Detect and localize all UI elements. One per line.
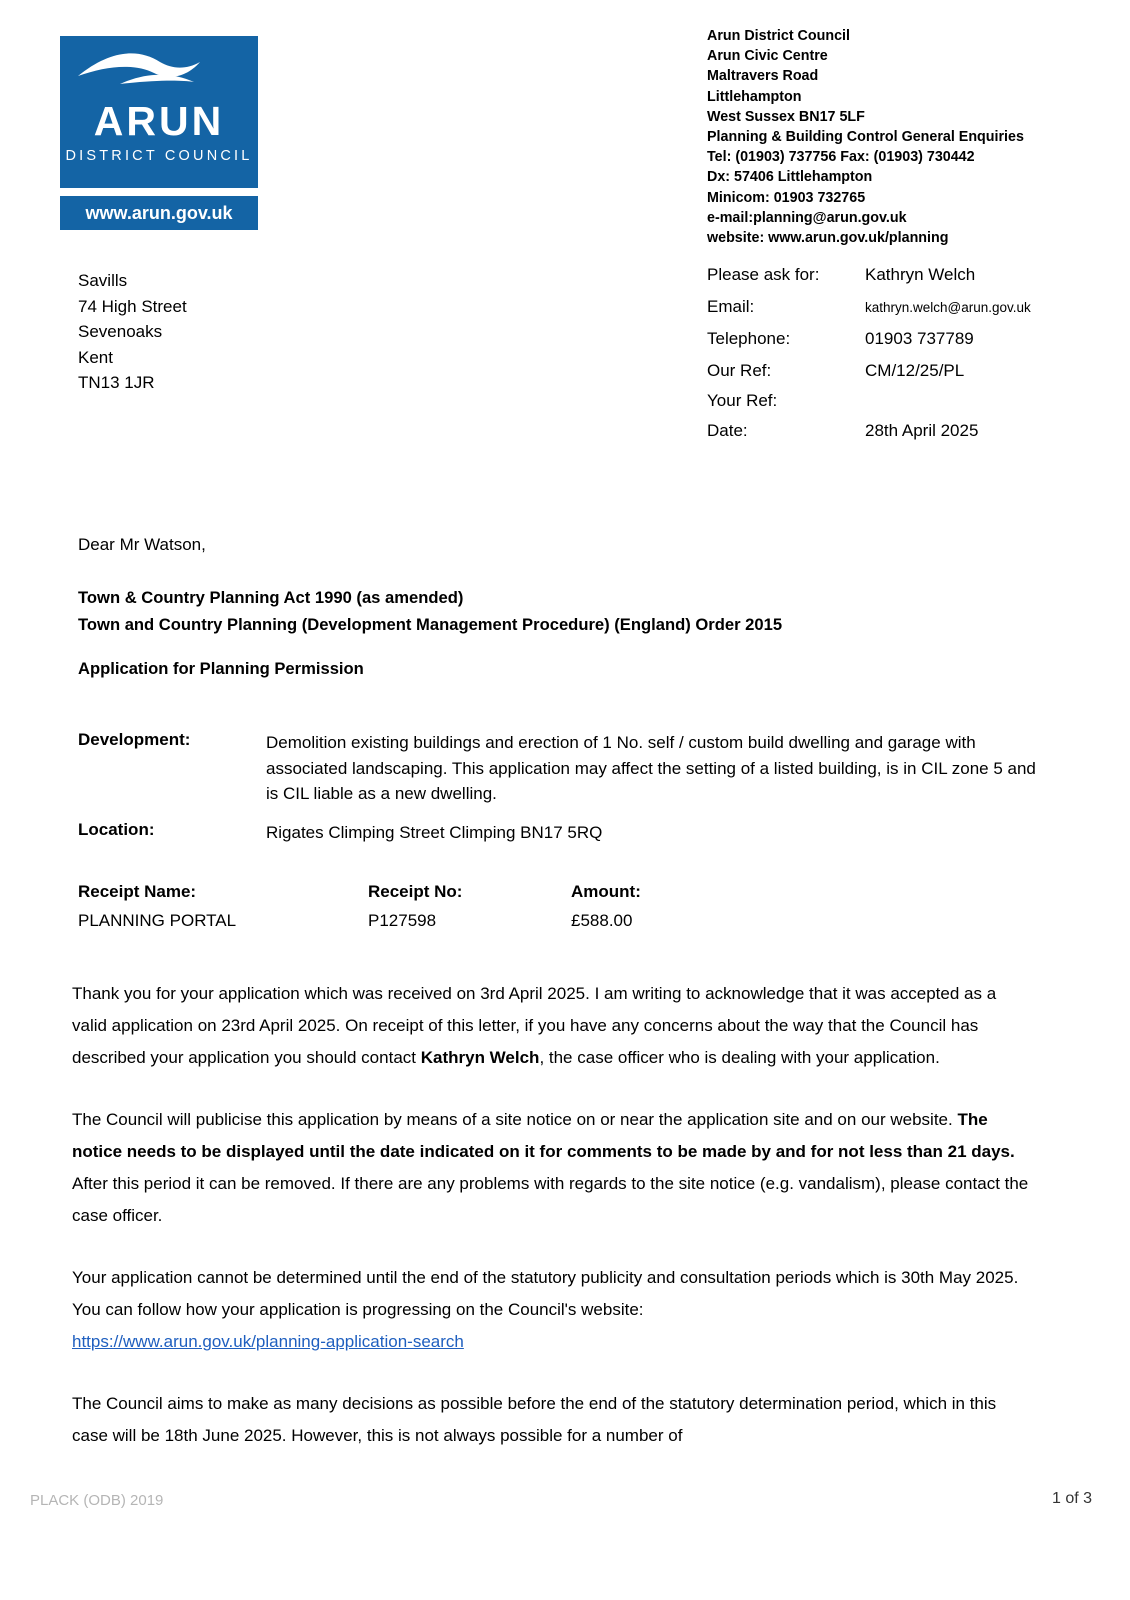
site-notice-emphasis: The notice needs to be displayed until the date indicated on it for comments to be made by and for not less than 21 days. [72, 1110, 1015, 1161]
page-number: 1 of 3 [1051, 1490, 1092, 1507]
contact-row-ask-for [707, 265, 1107, 285]
act-line-2: Town and Country Planning (Development Management Procedure) (England) Order 2015 [78, 615, 783, 634]
email-label: Email: [707, 297, 755, 316]
logo-panel [60, 36, 258, 188]
paragraph-text: After this period it can be removed. If there are any problems with regards to the site notice (e.g. vandalism), please contact the case officer. [72, 1174, 1029, 1225]
logo-wordmark: ARUN [93, 98, 225, 144]
paragraph-text: Your application cannot be determined until the end of the statutory publicity and consultation periods which is 30th May 2025. You can follow how your application is progressing on the Council's website: [72, 1268, 1019, 1319]
receipt-name-header: Receipt Name: [78, 882, 197, 901]
seagull-icon [60, 36, 258, 98]
our-ref-value: CM/12/25/PL [865, 361, 965, 380]
development-details [78, 730, 1038, 845]
salutation: Dear Mr Watson, [78, 535, 206, 554]
contact-row-date [707, 421, 1107, 441]
council-address-line: website: www.arun.gov.uk/planning [707, 230, 949, 247]
contact-row-your-ref [707, 391, 1107, 411]
receipt-header-row [78, 882, 778, 902]
council-address-line: West Sussex BN17 5LF [707, 108, 865, 125]
contact-row-telephone [707, 329, 1107, 349]
development-row [78, 730, 1038, 807]
contact-row-our-ref [707, 361, 1107, 381]
your-ref-label: Your Ref: [707, 391, 778, 410]
development-value: Demolition existing buildings and erection of 1 No. self / custom build dwelling and garage with associated landscaping. This application may affect the setting of a listed building, is in CIL zone 5 and is CIL liable as a new dwelling. [266, 733, 1036, 803]
paragraph-site-notice [72, 1104, 1032, 1232]
our-ref-label: Our Ref: [707, 361, 772, 380]
contact-details [707, 265, 1107, 451]
receipt-name-value: PLANNING PORTAL [78, 911, 237, 930]
recipient-line: TN13 1JR [78, 373, 155, 392]
paragraph-text: Thank you for your application which was received on 3rd April 2025. I am writing to acknowledge that it was accepted as a valid application on 23rd April 2025. On receipt of this letter, if you have any concerns about the way that the Council has described your application you should contact [72, 984, 997, 1067]
application-heading: Application for Planning Permission [78, 659, 364, 678]
recipient-address-block [78, 268, 187, 396]
paragraph-consultation [72, 1262, 1032, 1358]
letter-body [72, 978, 1032, 1482]
location-row [78, 820, 1038, 846]
council-address-line: Planning & Building Control General Enquiries [707, 129, 1024, 146]
act-line-1: Town & Country Planning Act 1990 (as amended) [78, 588, 464, 607]
recipient-line: Sevenoaks [78, 322, 163, 341]
date-label: Date: [707, 421, 748, 440]
council-address-line: Maltravers Road [707, 68, 819, 85]
recipient-line: 74 High Street [78, 296, 187, 316]
council-address-line: e-mail:planning@arun.gov.uk [707, 209, 907, 226]
council-address-block [707, 26, 1024, 248]
ask-for-value: Kathryn Welch [865, 265, 976, 284]
council-address-line: Littlehampton [707, 88, 802, 105]
council-address-line: Tel: (01903) 737756 Fax: (01903) 730442 [707, 149, 975, 166]
paragraph-text: The Council will publicise this application by means of a site notice on or near the application site and on our website. [72, 1110, 958, 1129]
recipient-line: Kent [78, 347, 113, 367]
paragraph-acknowledgement [72, 978, 1032, 1074]
council-address-line: Dx: 57406 Littlehampton [707, 169, 873, 186]
council-address-line: Arun Civic Centre [707, 48, 828, 65]
case-officer-name: Kathryn Welch [420, 1048, 540, 1067]
council-address-line: Minicom: 01903 732765 [707, 189, 866, 206]
receipt-no-header: Receipt No: [368, 882, 463, 901]
logo-subtitle: DISTRICT COUNCIL [65, 148, 253, 164]
contact-row-email [707, 297, 1107, 317]
telephone-label: Telephone: [707, 329, 791, 348]
arun-logo [60, 36, 258, 230]
telephone-value: 01903 737789 [865, 329, 974, 348]
date-value: 28th April 2025 [865, 421, 979, 440]
paragraph-text: , the case officer who is dealing with your application. [539, 1048, 940, 1067]
footer-reference: PLACK (ODB) 2019 [30, 1492, 164, 1509]
planning-application-search-link[interactable]: https://www.arun.gov.uk/planning-application-search [72, 1332, 464, 1351]
logo-website-bar: www.arun.gov.uk [60, 196, 258, 230]
receipt-no-value: P127598 [368, 911, 437, 930]
receipt-amount-value: £588.00 [571, 911, 633, 930]
location-label: Location: [78, 819, 155, 839]
paragraph-determination: The Council aims to make as many decisions as possible before the end of the statutory determination period, which in this case will be 18th June 2025. However, this is not always possible for a number of [72, 1394, 997, 1445]
email-value: kathryn.welch@arun.gov.uk [865, 300, 1031, 315]
development-label: Development: [78, 730, 191, 749]
receipt-table [78, 882, 778, 931]
receipt-amount-header: Amount: [571, 882, 641, 901]
location-value: Rigates Climping Street Climping BN17 5RQ [266, 822, 603, 842]
ask-for-label: Please ask for: [707, 265, 820, 284]
council-address-line: Arun District Council [707, 28, 850, 44]
legislation-heading [78, 584, 782, 638]
recipient-line: Savills [78, 271, 128, 290]
table-row [78, 911, 778, 931]
